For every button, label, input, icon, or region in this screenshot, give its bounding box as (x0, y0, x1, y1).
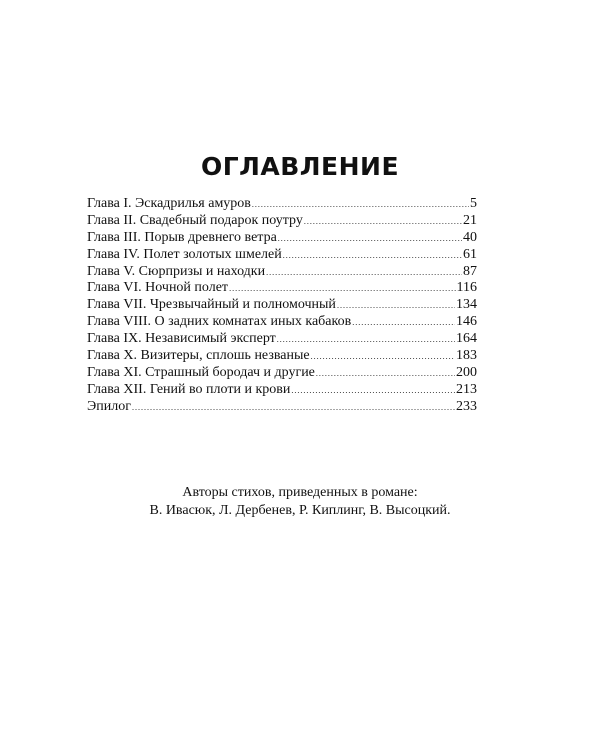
toc-entry-title: Глава XI. Страшный бородач и другие (87, 364, 315, 380)
toc-entry (87, 331, 477, 348)
toc-dot-leader (352, 315, 455, 332)
toc-dot-leader (278, 231, 462, 248)
toc-dot-leader (132, 400, 455, 417)
page-title: ОГЛАВЛЕНИЕ (200, 152, 400, 181)
toc-entry (87, 213, 477, 230)
toc-entry (87, 196, 477, 213)
toc-dot-leader (229, 281, 455, 298)
authors-list: В. Ивасюк, Л. Дербенев, Р. Киплинг, В. Высоцкий. (149, 503, 451, 518)
toc-dot-leader (266, 265, 462, 282)
toc-dot-leader (291, 383, 455, 400)
toc-dot-leader (283, 248, 462, 265)
toc-dot-leader (311, 349, 455, 366)
toc-entry (87, 399, 477, 416)
toc-entry (87, 382, 477, 399)
toc-entry (87, 264, 477, 281)
toc-entry-title: Эпилог (87, 398, 131, 414)
toc-entry-page: 200 (456, 364, 477, 380)
authors-heading: Авторы стихов, приведенных в романе: (182, 485, 418, 500)
toc-dot-leader (316, 366, 455, 383)
toc-entry-title: Глава XII. Гений во плоти и крови (87, 381, 291, 397)
toc-entry (87, 314, 477, 331)
toc-entry (87, 280, 477, 297)
toc-entry-page: 5 (470, 196, 477, 211)
toc-dot-leader (277, 332, 455, 349)
toc-entry-page: 183 (456, 348, 477, 364)
authors-note (0, 484, 600, 520)
toc-entry-title: Глава II. Свадебный подарок поутру (87, 212, 303, 228)
toc-entry-page: 87 (463, 263, 477, 279)
toc-entry-page: 134 (456, 297, 477, 313)
toc-entry-page: 116 (456, 280, 477, 296)
toc-entry-page: 146 (456, 314, 477, 330)
toc-entry-title: Глава VIII. О задних комнатах иных кабаков (87, 314, 352, 330)
toc-entry (87, 365, 477, 382)
table-of-contents (87, 196, 477, 416)
toc-dot-leader (252, 197, 469, 214)
toc-entry (87, 297, 477, 314)
toc-entry (87, 348, 477, 365)
toc-entry-page: 40 (463, 229, 477, 245)
toc-entry-title: Глава IX. Независимый эксперт (87, 331, 276, 347)
toc-dot-leader (337, 298, 455, 315)
toc-entry-page: 213 (456, 381, 477, 397)
toc-entry-title: Глава VII. Чрезвычайный и полномочный (87, 297, 336, 313)
toc-entry-page: 61 (463, 246, 477, 262)
toc-entry-title: Глава III. Порыв древнего ветра (87, 229, 277, 245)
toc-entry-page: 233 (456, 398, 477, 414)
toc-entry (87, 230, 477, 247)
toc-dot-leader (304, 214, 462, 231)
toc-entry-title: Глава I. Эскадрилья амуров (87, 196, 251, 211)
toc-entry-title: Глава VI. Ночной полет (87, 280, 229, 296)
toc-entry (87, 247, 477, 264)
toc-entry-title: Глава IV. Полет золотых шмелей (87, 246, 282, 262)
toc-entry-page: 164 (456, 331, 477, 347)
toc-entry-title: Глава V. Сюрпризы и находки (87, 263, 266, 279)
toc-entry-title: Глава X. Визитеры, сплошь незваные (87, 348, 310, 364)
toc-entry-page: 21 (463, 212, 477, 228)
